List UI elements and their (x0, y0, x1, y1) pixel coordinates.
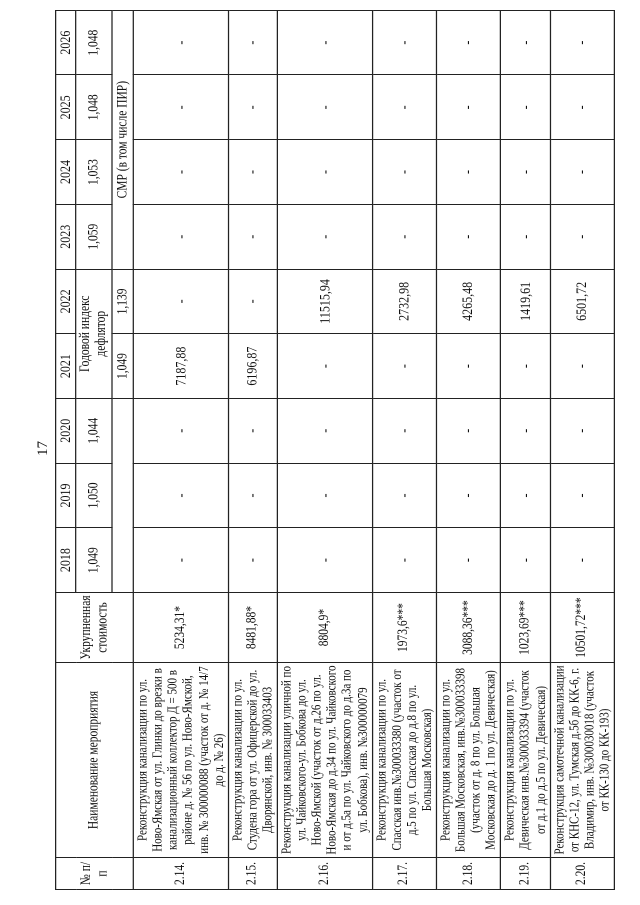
row-value: - (372, 75, 436, 140)
row-value: - (550, 140, 614, 205)
header-num: № п/п (56, 858, 134, 890)
row-cost: 1973,6*** (372, 593, 436, 663)
row-value: - (134, 204, 229, 269)
page-number: 17 (35, 441, 51, 456)
row-value: - (277, 10, 372, 75)
spacer-cell (112, 398, 133, 592)
row-value: 7187,88 (134, 334, 229, 399)
row-cost: 8804,9* (277, 593, 372, 663)
row-value: 2732,98 (372, 269, 436, 334)
row-value: - (436, 398, 500, 463)
header-name: Наименование мероприятия (56, 663, 134, 858)
row-value: - (228, 204, 277, 269)
year-header: 2025 (56, 75, 77, 140)
deflator-cell: 1,139 (112, 269, 133, 334)
row-value: - (134, 10, 229, 75)
year-header: 2020 (56, 398, 77, 463)
header-cost: Укрупненная стоимость (56, 593, 134, 663)
row-value: - (550, 528, 614, 593)
row-cost: 8481,88* (228, 593, 277, 663)
row-cost: 10501,72*** (550, 593, 614, 663)
smr-label: СМР (в том числе ПИР) (112, 10, 133, 269)
row-value: - (436, 140, 500, 205)
row-cost: 1023,69*** (501, 593, 550, 663)
table-row (277, 10, 372, 889)
row-value: - (501, 334, 550, 399)
row-value: - (550, 204, 614, 269)
row-value: - (277, 334, 372, 399)
row-value: - (372, 140, 436, 205)
row-value: - (277, 75, 372, 140)
row-value: - (550, 463, 614, 528)
row-number: 2.17. (372, 858, 436, 890)
deflator-cell: 1,048 (76, 75, 112, 140)
row-name: Реконструкция канализации по ул. Большая Московская, инв.№300033398 (участок от д. 8 по ул. Большая Московская до д. 1 по ул. Девическая) (436, 663, 500, 858)
row-name: Реконструкция самотечной канализации от КНС-12, ул. Тумская д.5б до КК-6, г. Владимир, инв. №300030018 (участок от КК-130 до КК-193) (550, 663, 614, 858)
row-value: - (436, 334, 500, 399)
row-value: - (372, 528, 436, 593)
year-header: 2026 (56, 10, 77, 75)
table-row (501, 10, 550, 889)
row-value: - (372, 463, 436, 528)
row-name: Реконструкция канализации по ул. Ново-Ямская от ул. Глинки до врезки в канализационный коллектор Д = 500 в районе д. № 56 по ул. Ново-Ямской, инв. № 300000088 (участок от д. № 14/7 до д. № 26) (134, 663, 229, 858)
row-value: - (228, 140, 277, 205)
row-value: - (228, 75, 277, 140)
row-name: Реконструкция канализации по ул. Студена гора от ул. Офицерской до ул. Дворянской, инв. № 300033403 (228, 663, 277, 858)
row-value: - (436, 463, 500, 528)
row-name: Реконструкция канализации уличной по ул. Чайковского-ул. Бобкова до ул. Ново-Ямской (участок от д.26 по ул. Ново-Ямская до д.34 по ул. Чайковского и от д.5а по ул. Чайковского до д.3а по ул. Бобкова), инв. №300000079 (277, 663, 372, 858)
row-number: 2.18. (436, 858, 500, 890)
table-row (372, 10, 436, 889)
row-value: 4265,48 (436, 269, 500, 334)
row-value: - (501, 398, 550, 463)
row-value: - (228, 463, 277, 528)
row-cost: 3088,36*** (436, 593, 500, 663)
year-header: 2022 (56, 269, 77, 334)
row-value: - (134, 398, 229, 463)
row-value: - (550, 398, 614, 463)
table-row (550, 10, 614, 889)
row-value: 1419,61 (501, 269, 550, 334)
row-value: - (501, 10, 550, 75)
row-value: - (277, 528, 372, 593)
deflator-cell: 1,048 (76, 10, 112, 75)
row-value: - (277, 398, 372, 463)
row-cost: 5234,31* (134, 593, 229, 663)
row-value: - (372, 10, 436, 75)
table-row (436, 10, 500, 889)
deflator-cell: 1,059 (76, 204, 112, 269)
row-value: - (372, 204, 436, 269)
row-value: - (134, 528, 229, 593)
deflator-label (76, 269, 112, 398)
row-value: - (277, 204, 372, 269)
row-number: 2.20. (550, 858, 614, 890)
row-value: - (501, 463, 550, 528)
rotated-sheet (55, 10, 640, 890)
row-value: - (277, 463, 372, 528)
row-value: - (501, 204, 550, 269)
row-value: - (228, 269, 277, 334)
row-value: 6501,72 (550, 269, 614, 334)
row-value: - (550, 75, 614, 140)
row-value: - (501, 140, 550, 205)
deflator-cell: 1,053 (76, 140, 112, 205)
row-value: 11515,94 (277, 269, 372, 334)
deflator-cell: 1,049 (76, 528, 112, 593)
row-value: - (550, 334, 614, 399)
table-row (134, 10, 229, 889)
row-value: - (228, 528, 277, 593)
row-number: 2.15. (228, 858, 277, 890)
deflator-label-text: Годовой индекс дефлятор (78, 295, 110, 372)
deflator-cell: 1,044 (76, 398, 112, 463)
deflator-cell: 1,049 (112, 334, 133, 399)
investment-table (55, 10, 615, 890)
row-value: - (277, 140, 372, 205)
row-value: - (134, 140, 229, 205)
row-number: 2.19. (501, 858, 550, 890)
row-value: - (436, 10, 500, 75)
row-number: 2.14. (134, 858, 229, 890)
row-value: - (501, 75, 550, 140)
row-number: 2.16. (277, 858, 372, 890)
row-value: - (436, 204, 500, 269)
row-value: - (134, 463, 229, 528)
row-name: Реконструкция канализации по ул. Девическая инв.№300033394 (участок от д.1 до д.5 по ул. Девическая) (501, 663, 550, 858)
row-value: - (372, 334, 436, 399)
row-value: - (372, 398, 436, 463)
row-value: - (134, 75, 229, 140)
row-value: - (436, 528, 500, 593)
year-header: 2021 (56, 334, 77, 399)
year-header: 2024 (56, 140, 77, 205)
row-value: - (501, 528, 550, 593)
row-value: 6196,87 (228, 334, 277, 399)
table-row (228, 10, 277, 889)
year-header: 2019 (56, 463, 77, 528)
deflator-cell: 1,050 (76, 463, 112, 528)
table-body (134, 10, 615, 889)
row-value: - (550, 10, 614, 75)
row-value: - (436, 75, 500, 140)
year-header: 2018 (56, 528, 77, 593)
year-header: 2023 (56, 204, 77, 269)
row-value: - (228, 10, 277, 75)
row-value: - (134, 269, 229, 334)
row-value: - (228, 398, 277, 463)
row-name: Реконструкция канализации по ул. Спасская инв.№300033380 (участок от д.5 по ул. Спасская до д.8 по ул. Большая Московская) (372, 663, 436, 858)
